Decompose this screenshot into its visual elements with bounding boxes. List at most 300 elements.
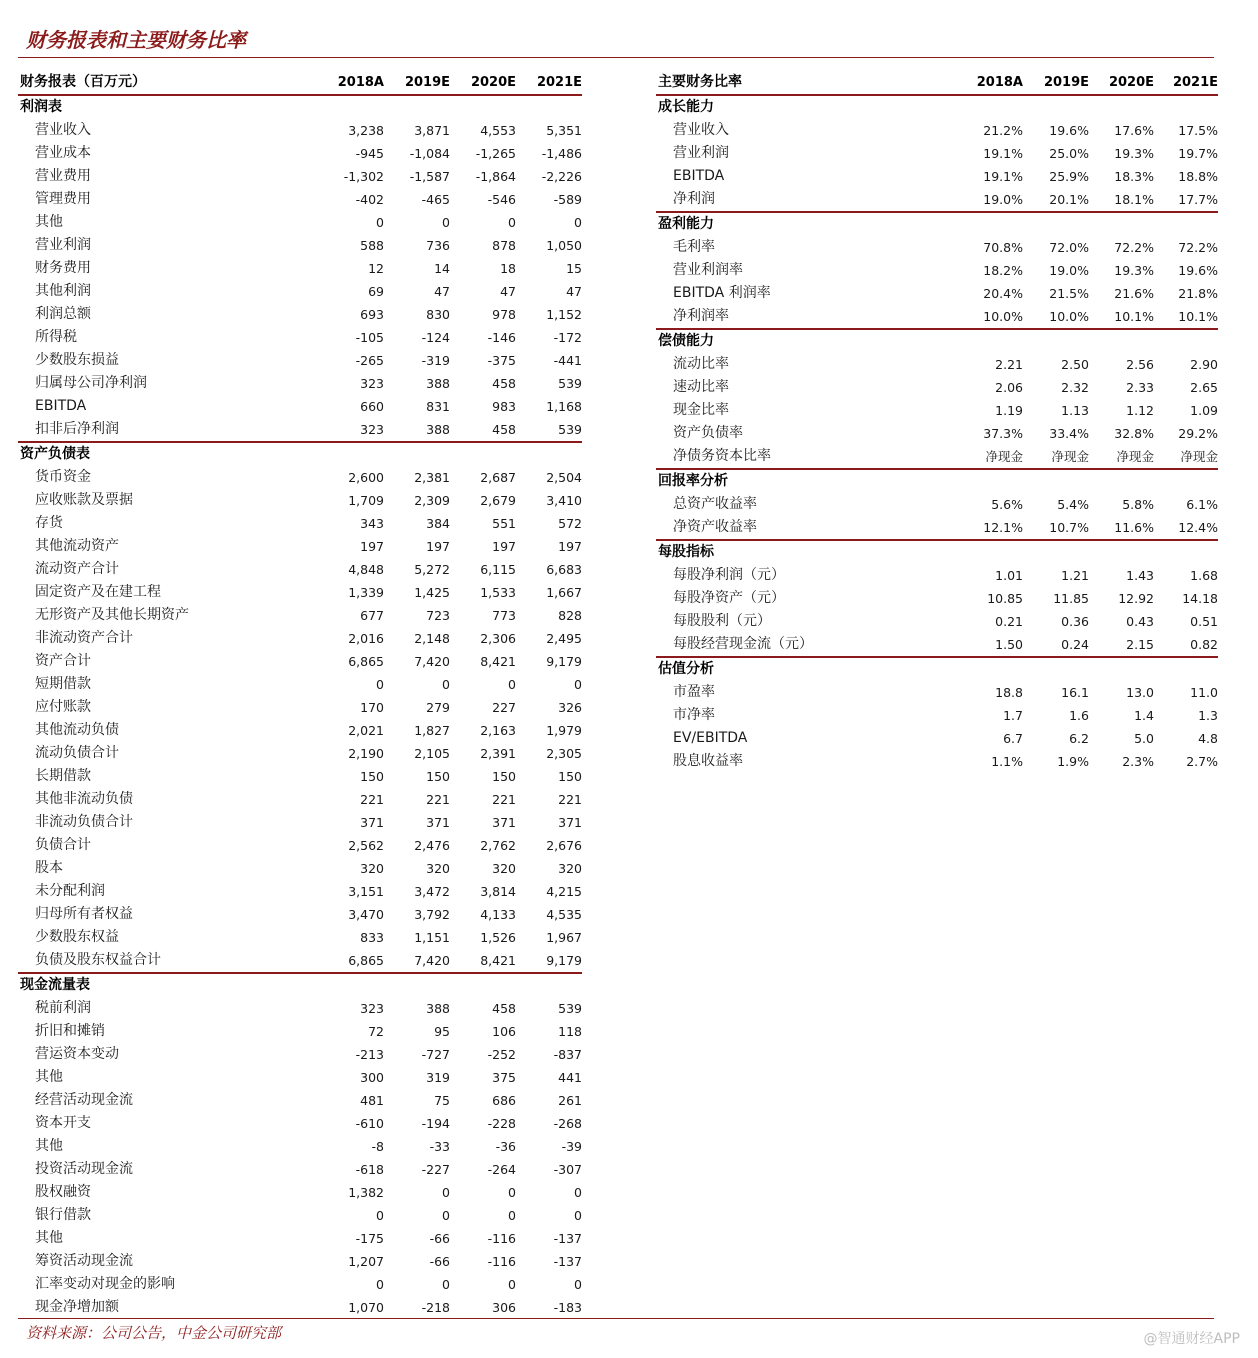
row-value: -465 — [421, 192, 450, 207]
row-label: EBITDA — [673, 168, 725, 184]
row-value: 3,472 — [414, 884, 450, 899]
row-value: 0 — [508, 215, 516, 230]
row-label: 流动资产合计 — [35, 561, 119, 577]
row-value: -945 — [355, 146, 384, 161]
row-value: -727 — [421, 1047, 450, 1062]
row-value: 0.36 — [1061, 614, 1089, 629]
row-value: 4,848 — [348, 562, 384, 577]
table-row — [656, 353, 1218, 376]
table-row — [656, 188, 1218, 212]
row-value: 0 — [574, 1277, 582, 1292]
row-value: 0 — [508, 677, 516, 692]
row-value: 3,470 — [348, 907, 384, 922]
row-value: 21.5% — [1049, 286, 1089, 301]
row-label: 市盈率 — [673, 684, 715, 700]
financial-ratios-table — [656, 71, 1218, 773]
row-value: -265 — [355, 353, 384, 368]
row-value: 14.18 — [1182, 591, 1218, 606]
row-value: 227 — [492, 700, 516, 715]
row-value: 2.90 — [1190, 357, 1218, 372]
row-value: 1.01 — [995, 568, 1023, 583]
row-value: 150 — [558, 769, 582, 784]
table-row — [18, 280, 582, 303]
row-value: 1,827 — [414, 723, 450, 738]
row-label: 银行借款 — [35, 1207, 91, 1223]
row-value: 0 — [574, 1208, 582, 1223]
row-value: 10.1% — [1114, 309, 1154, 324]
row-value: 1,533 — [480, 585, 516, 600]
row-label: EV/EBITDA — [673, 730, 748, 746]
row-value: 18 — [500, 261, 516, 276]
table-header-label: 主要财务比率 — [656, 71, 958, 95]
table-row — [656, 282, 1218, 305]
row-value: 2,687 — [480, 470, 516, 485]
table-row — [18, 1204, 582, 1227]
row-value: 21.8% — [1178, 286, 1218, 301]
row-value: 37.3% — [983, 426, 1023, 441]
row-value: 441 — [558, 1070, 582, 1085]
row-value: -589 — [553, 192, 582, 207]
row-value: -218 — [421, 1300, 450, 1315]
row-value: 75 — [434, 1093, 450, 1108]
row-value: 572 — [558, 516, 582, 531]
row-value: 2.7% — [1186, 754, 1218, 769]
table-row — [18, 1227, 582, 1250]
row-value: 388 — [426, 1001, 450, 1016]
row-value: 70.8% — [983, 240, 1023, 255]
table-row — [18, 788, 582, 811]
row-value: 170 — [360, 700, 384, 715]
row-value: 1.43 — [1126, 568, 1154, 583]
row-value: 19.7% — [1178, 146, 1218, 161]
row-value: 净现金 — [985, 449, 1023, 464]
row-value: 10.0% — [983, 309, 1023, 324]
row-value: 7,420 — [414, 654, 450, 669]
row-label: 资本开支 — [35, 1115, 91, 1131]
row-value: 326 — [558, 700, 582, 715]
row-value: 0.82 — [1190, 637, 1218, 652]
table-row — [656, 587, 1218, 610]
row-value: 11.6% — [1114, 520, 1154, 535]
row-value: 净现金 — [1051, 449, 1089, 464]
row-value: 458 — [492, 376, 516, 391]
row-value: 2,762 — [480, 838, 516, 853]
row-value: 1.6 — [1069, 708, 1089, 723]
row-value: 221 — [492, 792, 516, 807]
section-header-row — [18, 973, 582, 997]
year-header: 2018A — [958, 71, 1023, 95]
section-header-row — [18, 442, 582, 466]
table-row — [18, 188, 582, 211]
row-value: 0 — [376, 1277, 384, 1292]
table-row — [18, 1089, 582, 1112]
table-row — [18, 765, 582, 788]
row-value: 9,179 — [546, 654, 582, 669]
row-label: 负债合计 — [35, 837, 91, 853]
row-label: 税前利润 — [35, 1000, 91, 1016]
row-value: 1.13 — [1061, 403, 1089, 418]
year-header: 2019E — [1023, 71, 1089, 95]
row-label: 汇率变动对现金的影响 — [35, 1276, 175, 1292]
row-value: 15 — [566, 261, 582, 276]
table-row — [18, 326, 582, 349]
row-label: 速动比率 — [673, 379, 729, 395]
section-title: 成长能力 — [658, 99, 714, 115]
row-value: 1.21 — [1061, 568, 1089, 583]
row-value: 458 — [492, 422, 516, 437]
row-label: 经营活动现金流 — [35, 1092, 133, 1108]
row-value: 1.19 — [995, 403, 1023, 418]
table-row — [18, 811, 582, 834]
row-value: 47 — [434, 284, 450, 299]
table-row — [18, 1158, 582, 1181]
row-value: 9,179 — [546, 953, 582, 968]
page-title: 财务报表和主要财务比率 — [26, 28, 246, 52]
row-value: 4,133 — [480, 907, 516, 922]
row-value: 323 — [360, 422, 384, 437]
row-value: 551 — [492, 516, 516, 531]
year-header: 2019E — [384, 71, 450, 95]
table-header-row — [18, 71, 582, 95]
row-value: 106 — [492, 1024, 516, 1039]
row-value: 4,215 — [546, 884, 582, 899]
table-row — [18, 1135, 582, 1158]
table-row — [18, 234, 582, 257]
table-row — [18, 949, 582, 973]
table-row — [656, 142, 1218, 165]
row-label: 流动负债合计 — [35, 745, 119, 761]
table-row — [18, 1112, 582, 1135]
row-value: 净现金 — [1116, 449, 1154, 464]
row-label: 每股净资产（元） — [673, 590, 785, 606]
row-value: 320 — [360, 861, 384, 876]
row-value: 1.7 — [1003, 708, 1023, 723]
row-value: 1,979 — [546, 723, 582, 738]
row-value: 1,151 — [414, 930, 450, 945]
row-label: 财务费用 — [35, 260, 91, 276]
row-value: -441 — [553, 353, 582, 368]
row-value: 4,535 — [546, 907, 582, 922]
row-value: 2.56 — [1126, 357, 1154, 372]
row-value: 32.8% — [1114, 426, 1154, 441]
row-value: 4,553 — [480, 123, 516, 138]
row-value: 5.0 — [1134, 731, 1154, 746]
row-value: 384 — [426, 516, 450, 531]
row-value: 19.6% — [1049, 123, 1089, 138]
table-row — [656, 236, 1218, 259]
row-value: -402 — [355, 192, 384, 207]
row-label: 资产合计 — [35, 653, 91, 669]
row-value: 371 — [492, 815, 516, 830]
row-value: 20.1% — [1049, 192, 1089, 207]
row-value: 10.85 — [987, 591, 1023, 606]
section-title: 资产负债表 — [18, 442, 582, 466]
row-label: 管理费用 — [35, 191, 91, 207]
row-value: 279 — [426, 700, 450, 715]
row-label: 股本 — [35, 860, 63, 876]
row-value: 8,421 — [480, 654, 516, 669]
row-label: 营业费用 — [35, 168, 91, 184]
row-value: 1,050 — [546, 238, 582, 253]
row-value: -1,864 — [475, 169, 516, 184]
row-label: 其他 — [35, 214, 63, 230]
row-value: 5.6% — [991, 497, 1023, 512]
row-value: 978 — [492, 307, 516, 322]
row-value: 0.21 — [995, 614, 1023, 629]
row-value: 0 — [574, 677, 582, 692]
table-row — [18, 395, 582, 418]
table-row — [18, 926, 582, 949]
row-value: 323 — [360, 376, 384, 391]
section-title: 回报率分析 — [656, 469, 1218, 493]
table-row — [18, 466, 582, 489]
table-row — [18, 742, 582, 765]
row-label: 每股股利（元） — [673, 613, 771, 629]
row-value: 831 — [426, 399, 450, 414]
row-value: 588 — [360, 238, 384, 253]
row-label: 折旧和摊销 — [35, 1023, 105, 1039]
row-label: 其他 — [35, 1069, 63, 1085]
row-value: -307 — [553, 1162, 582, 1177]
section-header-row — [656, 95, 1218, 119]
table-row — [656, 681, 1218, 704]
table-row — [18, 142, 582, 165]
row-value: 773 — [492, 608, 516, 623]
row-value: 净现金 — [1180, 449, 1218, 464]
row-value: 1.12 — [1126, 403, 1154, 418]
row-value: -33 — [429, 1139, 450, 1154]
row-value: 0 — [442, 1208, 450, 1223]
row-value: 2,163 — [480, 723, 516, 738]
row-value: 371 — [360, 815, 384, 830]
row-value: 95 — [434, 1024, 450, 1039]
row-value: 1,168 — [546, 399, 582, 414]
row-value: 736 — [426, 238, 450, 253]
row-value: 2,016 — [348, 631, 384, 646]
table-row — [18, 303, 582, 326]
row-value: 0 — [376, 215, 384, 230]
row-value: -1,265 — [475, 146, 516, 161]
row-value: -837 — [553, 1047, 582, 1062]
table-row — [18, 211, 582, 234]
section-title: 偿债能力 — [656, 329, 1218, 353]
row-label: 归母所有者权益 — [35, 906, 133, 922]
row-value: 1,339 — [348, 585, 384, 600]
row-value: 18.1% — [1114, 192, 1154, 207]
row-value: 0 — [574, 215, 582, 230]
table-row — [656, 610, 1218, 633]
table-row — [18, 1181, 582, 1204]
row-label: 市净率 — [673, 707, 715, 723]
row-value: 221 — [558, 792, 582, 807]
row-value: 371 — [426, 815, 450, 830]
row-value: 47 — [566, 284, 582, 299]
row-label: 投资活动现金流 — [35, 1161, 133, 1177]
row-value: 0 — [376, 1208, 384, 1223]
row-value: 19.1% — [983, 169, 1023, 184]
row-label: 营业成本 — [35, 145, 91, 161]
row-value: 0 — [442, 215, 450, 230]
table-row — [18, 1250, 582, 1273]
table-row — [18, 650, 582, 673]
row-value: 72.2% — [1114, 240, 1154, 255]
row-value: 2,476 — [414, 838, 450, 853]
section-header-row — [18, 95, 582, 119]
row-value: 3,792 — [414, 907, 450, 922]
row-value: -618 — [355, 1162, 384, 1177]
row-value: 5,351 — [546, 123, 582, 138]
row-value: 3,238 — [348, 123, 384, 138]
row-value: 388 — [426, 376, 450, 391]
row-label: 其他利润 — [35, 283, 91, 299]
row-value: 343 — [360, 516, 384, 531]
row-value: 6,115 — [480, 562, 516, 577]
row-value: 2,391 — [480, 746, 516, 761]
row-value: -66 — [429, 1254, 450, 1269]
row-value: 2,306 — [480, 631, 516, 646]
row-value: 261 — [558, 1093, 582, 1108]
row-value: 19.0% — [983, 192, 1023, 207]
row-label: EBITDA — [35, 398, 87, 414]
table-row — [18, 372, 582, 395]
row-value: -213 — [355, 1047, 384, 1062]
row-value: -105 — [355, 330, 384, 345]
row-value: 6.1% — [1186, 497, 1218, 512]
financial-statements-table — [18, 71, 582, 1319]
row-value: 5.4% — [1057, 497, 1089, 512]
row-value: 10.0% — [1049, 309, 1089, 324]
row-value: 4.8 — [1198, 731, 1218, 746]
row-label: 净利润 — [673, 191, 715, 207]
row-value: 677 — [360, 608, 384, 623]
table-row — [18, 673, 582, 696]
row-label: 筹资活动现金流 — [35, 1253, 133, 1269]
table-row — [656, 750, 1218, 773]
row-label: 净利润率 — [673, 308, 729, 324]
row-value: 660 — [360, 399, 384, 414]
table-row — [18, 1043, 582, 1066]
section-title: 现金流量表 — [18, 973, 582, 997]
row-value: 25.0% — [1049, 146, 1089, 161]
row-value: -375 — [487, 353, 516, 368]
table-row — [18, 903, 582, 926]
row-value: 197 — [426, 539, 450, 554]
row-value: 18.2% — [983, 263, 1023, 278]
row-value: 2.50 — [1061, 357, 1089, 372]
row-value: 2,021 — [348, 723, 384, 738]
row-label: 资产负债率 — [673, 425, 743, 441]
row-value: 1,709 — [348, 493, 384, 508]
row-value: 72 — [368, 1024, 384, 1039]
row-value: -1,302 — [343, 169, 384, 184]
row-value: 481 — [360, 1093, 384, 1108]
row-value: 539 — [558, 1001, 582, 1016]
row-value: 6.7 — [1003, 731, 1023, 746]
row-value: 150 — [426, 769, 450, 784]
row-value: 2.3% — [1122, 754, 1154, 769]
row-label: 其他流动负债 — [35, 722, 119, 738]
row-value: 6,865 — [348, 953, 384, 968]
row-value: 3,410 — [546, 493, 582, 508]
row-value: -8 — [371, 1139, 384, 1154]
row-label: 归属母公司净利润 — [35, 375, 147, 391]
row-value: 19.3% — [1114, 263, 1154, 278]
row-value: 8,421 — [480, 953, 516, 968]
row-value: 17.6% — [1114, 123, 1154, 138]
title-divider — [18, 57, 1214, 58]
row-value: 2.21 — [995, 357, 1023, 372]
row-label: 其他 — [35, 1138, 63, 1154]
row-label: 毛利率 — [673, 239, 715, 255]
table-row — [18, 604, 582, 627]
row-value: 3,871 — [414, 123, 450, 138]
row-value: 1,425 — [414, 585, 450, 600]
table-row — [656, 633, 1218, 657]
table-row — [18, 997, 582, 1020]
row-label: 少数股东权益 — [35, 929, 119, 945]
row-label: 非流动负债合计 — [35, 814, 133, 830]
row-label: 应付账款 — [35, 699, 91, 715]
row-label: 所得税 — [35, 329, 77, 345]
row-value: -252 — [487, 1047, 516, 1062]
row-value: 150 — [360, 769, 384, 784]
row-value: 0 — [508, 1185, 516, 1200]
table-row — [656, 727, 1218, 750]
row-value: 2.65 — [1190, 380, 1218, 395]
row-value: -183 — [553, 1300, 582, 1315]
table-row — [18, 512, 582, 535]
row-value: -175 — [355, 1231, 384, 1246]
row-value: 2,381 — [414, 470, 450, 485]
row-value: 14 — [434, 261, 450, 276]
row-value: 0 — [508, 1277, 516, 1292]
row-value: 18.3% — [1114, 169, 1154, 184]
row-value: 2,148 — [414, 631, 450, 646]
row-label: 利润总额 — [35, 306, 91, 322]
row-value: 12.92 — [1118, 591, 1154, 606]
row-label: 股息收益率 — [673, 753, 743, 769]
table-row — [18, 1066, 582, 1089]
row-value: -116 — [487, 1254, 516, 1269]
row-value: 21.2% — [983, 123, 1023, 138]
row-value: -116 — [487, 1231, 516, 1246]
row-label: 净债务资本比率 — [673, 448, 771, 464]
section-header-row — [656, 212, 1218, 236]
row-value: 19.0% — [1049, 263, 1089, 278]
row-value: 0 — [442, 1277, 450, 1292]
section-header-row — [656, 329, 1218, 353]
row-value: -172 — [553, 330, 582, 345]
row-value: 458 — [492, 1001, 516, 1016]
row-label: 营业利润率 — [673, 262, 743, 278]
row-value: 19.6% — [1178, 263, 1218, 278]
row-value: 7,420 — [414, 953, 450, 968]
row-value: -124 — [421, 330, 450, 345]
source-note: 资料来源：公司公告，中金公司研究部 — [26, 1324, 282, 1342]
row-value: 983 — [492, 399, 516, 414]
row-label: 非流动资产合计 — [35, 630, 133, 646]
row-value: 1,526 — [480, 930, 516, 945]
row-value: 0 — [574, 1185, 582, 1200]
table-row — [18, 834, 582, 857]
row-value: 1.9% — [1057, 754, 1089, 769]
row-value: 18.8% — [1178, 169, 1218, 184]
row-value: 2,600 — [348, 470, 384, 485]
row-value: 1,382 — [348, 1185, 384, 1200]
row-value: 1.1% — [991, 754, 1023, 769]
row-label: 应收账款及票据 — [35, 492, 133, 508]
table-row — [18, 880, 582, 903]
